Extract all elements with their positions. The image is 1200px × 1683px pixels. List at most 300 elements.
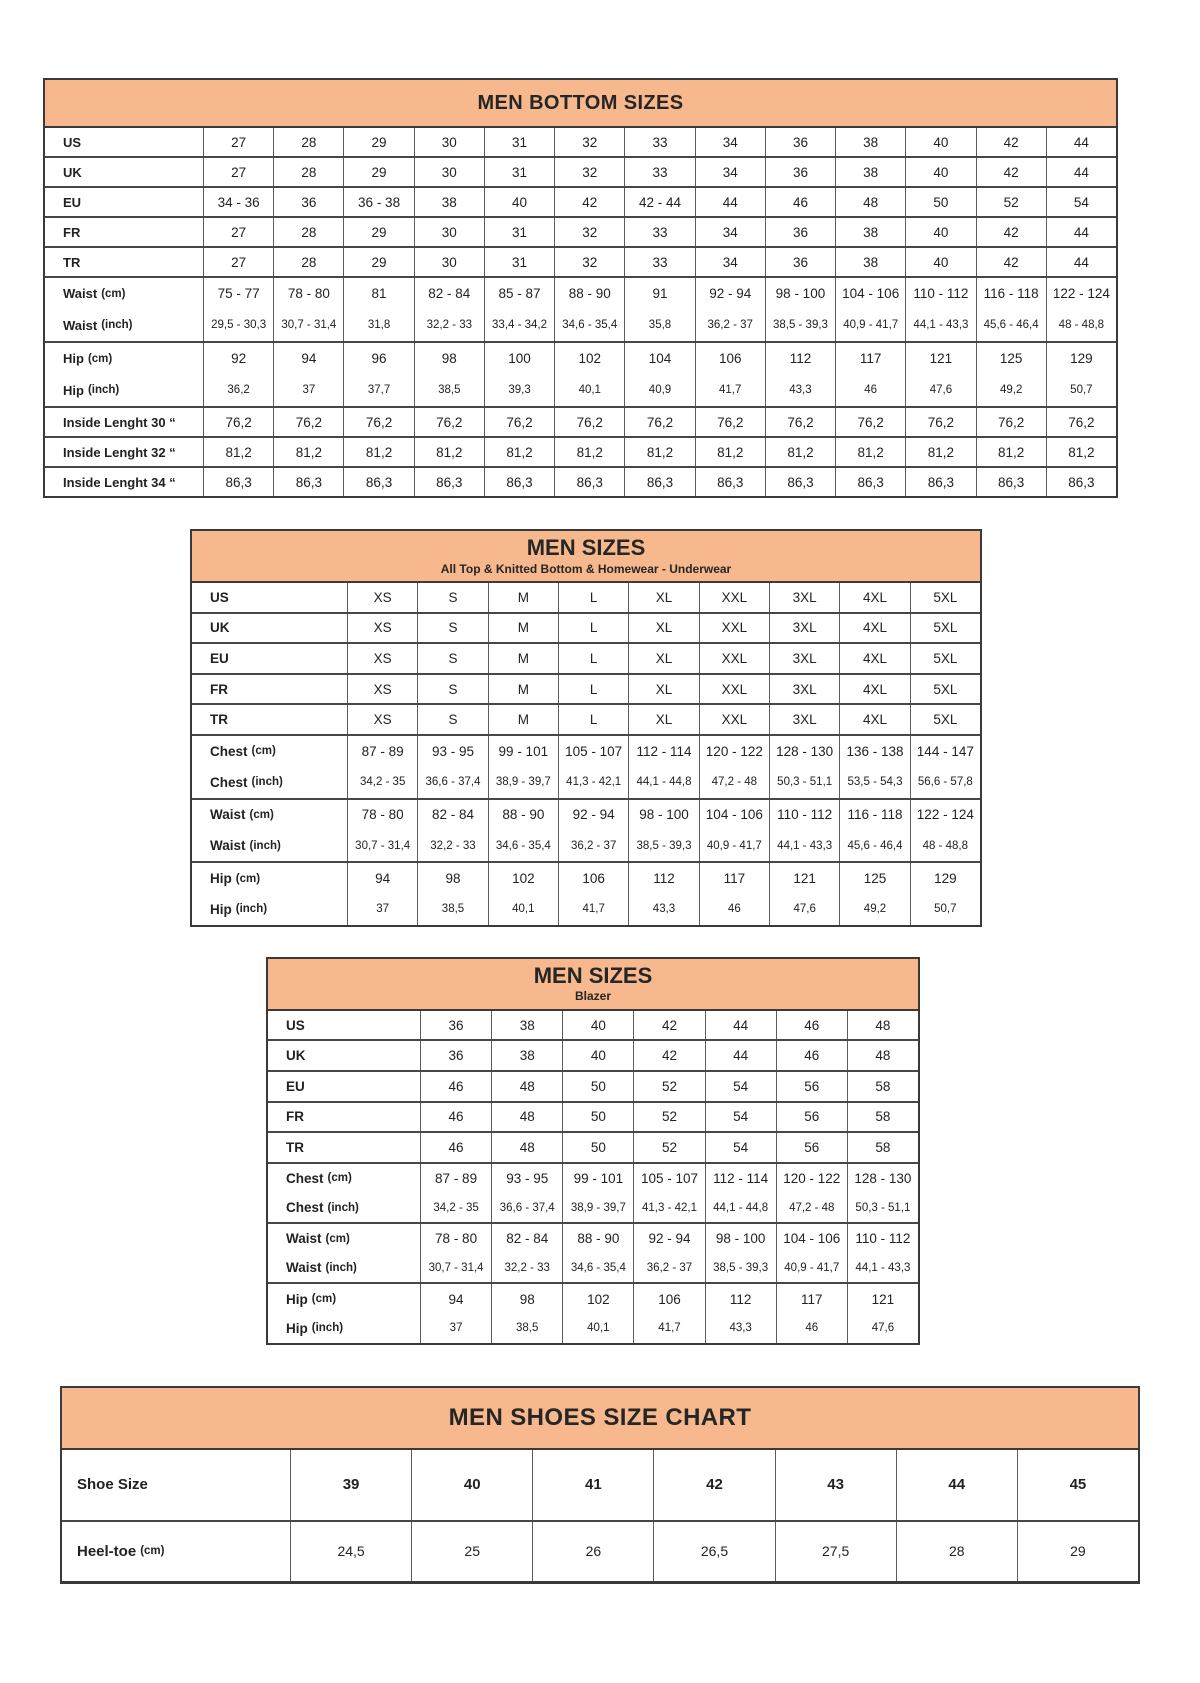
- table-cell: 117: [776, 1284, 847, 1313]
- table-row: [45, 278, 1116, 310]
- row-label: [192, 894, 347, 925]
- table-cell: 5XL: [910, 614, 980, 643]
- men-bottom-sizes-table: [43, 78, 1118, 498]
- table-cell: 120 - 122: [699, 736, 769, 767]
- table-cell: 37,7: [343, 375, 413, 407]
- table-cell: 52: [633, 1133, 704, 1162]
- table-cell: 42 - 44: [624, 188, 694, 216]
- table-cell: 75 - 77: [203, 278, 273, 310]
- row-label: [192, 830, 347, 861]
- table-cell: S: [417, 675, 487, 704]
- table-cell: 112: [628, 863, 698, 894]
- row-label: [192, 705, 347, 734]
- row-label-text: Inside Lenght 34 “: [63, 474, 176, 490]
- table-cell: 98 - 100: [705, 1224, 776, 1253]
- men-sizes-blazer-header: [268, 959, 918, 1011]
- table-cell: 40: [411, 1450, 532, 1520]
- row-label: [45, 218, 203, 246]
- table-cell: 36: [273, 188, 343, 216]
- table-cell: 27,5: [775, 1522, 896, 1581]
- row-label: [268, 1103, 420, 1132]
- table-cell: 86,3: [343, 468, 413, 496]
- row-label: [268, 1164, 420, 1193]
- table-cell: 42: [633, 1041, 704, 1070]
- table-cell: 31,8: [343, 310, 413, 342]
- table-row: [268, 1193, 918, 1222]
- table-cell: XXL: [699, 705, 769, 734]
- table-row: [45, 158, 1116, 186]
- table-cell: 4XL: [839, 614, 909, 643]
- table-cell: 92: [203, 343, 273, 375]
- row-label-unit: (inch): [327, 1201, 359, 1214]
- table-cell: 43: [775, 1450, 896, 1520]
- table-cell: 53,5 - 54,3: [839, 767, 909, 798]
- table-cell: 56: [776, 1072, 847, 1101]
- row-label: [45, 188, 203, 216]
- table-cell: 32: [554, 248, 624, 276]
- row-label-unit: (inch): [87, 384, 120, 397]
- table-cell: 31: [484, 158, 554, 186]
- row-label-text: Waist: [63, 317, 98, 333]
- table-cell: 93 - 95: [491, 1164, 562, 1193]
- row-label: [268, 1284, 420, 1313]
- table-cell: 28: [896, 1522, 1017, 1581]
- table-cell: 104 - 106: [776, 1224, 847, 1253]
- table-row: [192, 767, 980, 798]
- table-cell: 50: [562, 1072, 633, 1101]
- table-cell: 81,2: [554, 438, 624, 466]
- row-label-text: Hip: [210, 871, 232, 887]
- table-cell: 104 - 106: [835, 278, 905, 310]
- table-cell: 58: [847, 1072, 918, 1101]
- table-cell: 129: [1046, 343, 1116, 375]
- table-cell: 31: [484, 218, 554, 246]
- men-sizes-top-table: [190, 529, 982, 927]
- row-label-text: Waist: [63, 286, 98, 302]
- row-group: [268, 1282, 918, 1342]
- table-cell: XL: [628, 705, 698, 734]
- table-cell: 34: [695, 128, 765, 156]
- table-cell: L: [558, 644, 628, 673]
- table-cell: 32: [554, 158, 624, 186]
- table-cell: 48: [491, 1103, 562, 1132]
- table-cell: 36,6 - 37,4: [491, 1193, 562, 1222]
- row-label-text: TR: [210, 712, 228, 728]
- row-label: [45, 375, 203, 407]
- row-label-unit: (cm): [327, 1172, 352, 1185]
- row-label-text: FR: [286, 1109, 304, 1125]
- size-chart-page: [0, 78, 1200, 1683]
- row-label: [268, 1224, 420, 1253]
- table-cell: 94: [273, 343, 343, 375]
- row-label-text: Waist: [210, 838, 246, 854]
- row-label-text: UK: [286, 1048, 306, 1064]
- table-cell: 29: [343, 158, 413, 186]
- row-group: [192, 703, 980, 734]
- table-cell: 3XL: [769, 705, 839, 734]
- row-label-unit: (cm): [140, 1545, 165, 1558]
- men-bottom-sizes-header: [45, 80, 1116, 128]
- row-label-text: UK: [210, 620, 230, 636]
- row-group: [268, 1131, 918, 1162]
- table-cell: 42: [976, 218, 1046, 246]
- row-label: [268, 1133, 420, 1162]
- table-subtitle: Blazer: [574, 989, 612, 1004]
- table-cell: 5XL: [910, 675, 980, 704]
- table-cell: S: [417, 614, 487, 643]
- table-cell: 50: [905, 188, 975, 216]
- table-row: [268, 1164, 918, 1193]
- table-cell: 76,2: [835, 408, 905, 436]
- table-cell: 3XL: [769, 675, 839, 704]
- table-row: [45, 310, 1116, 342]
- table-cell: 40,1: [488, 894, 558, 925]
- table-cell: 46: [776, 1011, 847, 1040]
- table-row: [192, 830, 980, 861]
- table-cell: 29: [343, 128, 413, 156]
- table-cell: 5XL: [910, 644, 980, 673]
- table-cell: 30,7 - 31,4: [347, 830, 417, 861]
- table-cell: XS: [347, 583, 417, 612]
- table-cell: 82 - 84: [414, 278, 484, 310]
- table-cell: 27: [203, 158, 273, 186]
- table-cell: L: [558, 705, 628, 734]
- table-row: [268, 1011, 918, 1040]
- row-label: [192, 736, 347, 767]
- table-cell: 110 - 112: [769, 800, 839, 831]
- table-cell: 32,2 - 33: [414, 310, 484, 342]
- table-cell: 125: [976, 343, 1046, 375]
- table-cell: 98: [417, 863, 487, 894]
- row-label-text: EU: [63, 194, 82, 210]
- table-cell: 50,7: [910, 894, 980, 925]
- row-group: [268, 1101, 918, 1132]
- table-cell: L: [558, 614, 628, 643]
- row-group: [192, 642, 980, 673]
- table-cell: 91: [624, 278, 694, 310]
- row-group: [45, 276, 1116, 341]
- table-cell: 48: [835, 188, 905, 216]
- table-cell: 3XL: [769, 583, 839, 612]
- row-label-unit: (inch): [311, 1322, 344, 1335]
- table-cell: 46: [420, 1103, 491, 1132]
- table-cell: 110 - 112: [847, 1224, 918, 1253]
- table-cell: 81,2: [484, 438, 554, 466]
- table-cell: 92 - 94: [633, 1224, 704, 1253]
- table-cell: S: [417, 644, 487, 673]
- row-group: [268, 1070, 918, 1101]
- table-cell: 27: [203, 128, 273, 156]
- row-label-unit: (inch): [251, 776, 283, 789]
- table-cell: 40: [905, 218, 975, 246]
- table-cell: 5XL: [910, 705, 980, 734]
- row-label: [62, 1522, 290, 1581]
- table-cell: 34: [695, 218, 765, 246]
- table-cell: 81,2: [343, 438, 413, 466]
- table-cell: 48: [847, 1011, 918, 1040]
- row-label: [45, 343, 203, 375]
- table-cell: 45,6 - 46,4: [839, 830, 909, 861]
- table-cell: 58: [847, 1133, 918, 1162]
- table-cell: 36,2: [203, 375, 273, 407]
- table-title: MEN BOTTOM SIZES: [477, 91, 684, 114]
- table-cell: 104: [624, 343, 694, 375]
- table-cell: 33: [624, 248, 694, 276]
- table-cell: M: [488, 644, 558, 673]
- table-cell: 40: [905, 248, 975, 276]
- row-label-unit: (cm): [311, 1293, 337, 1306]
- table-cell: 44: [695, 188, 765, 216]
- table-cell: 44,1 - 43,3: [905, 310, 975, 342]
- table-cell: 38: [835, 158, 905, 186]
- table-cell: 116 - 118: [976, 278, 1046, 310]
- table-cell: 4XL: [839, 705, 909, 734]
- table-cell: 81,2: [273, 438, 343, 466]
- row-label-text: EU: [210, 650, 229, 666]
- row-label-text: Waist: [210, 807, 246, 823]
- table-cell: 96: [343, 343, 413, 375]
- table-cell: 86,3: [484, 468, 554, 496]
- table-cell: 28: [273, 158, 343, 186]
- row-label-text: Chest: [210, 774, 248, 790]
- table-cell: 34,6 - 35,4: [488, 830, 558, 861]
- table-cell: 81,2: [203, 438, 273, 466]
- table-cell: 36: [765, 128, 835, 156]
- table-cell: 129: [910, 863, 980, 894]
- row-label: [45, 310, 203, 342]
- row-label: [45, 278, 203, 310]
- row-group: [45, 466, 1116, 496]
- row-label-unit: (cm): [235, 872, 261, 885]
- table-cell: 24,5: [290, 1522, 411, 1581]
- row-label-text: Hip: [286, 1291, 308, 1307]
- table-cell: 112 - 114: [705, 1164, 776, 1193]
- row-label-text: Chest: [210, 743, 248, 759]
- row-label-text: Inside Lenght 30 “: [63, 414, 176, 430]
- table-cell: 40: [484, 188, 554, 216]
- table-cell: XL: [628, 614, 698, 643]
- table-cell: 93 - 95: [417, 736, 487, 767]
- table-cell: 86,3: [273, 468, 343, 496]
- table-cell: 46: [420, 1072, 491, 1101]
- table-cell: 36: [765, 158, 835, 186]
- table-cell: 128 - 130: [769, 736, 839, 767]
- table-cell: 92 - 94: [695, 278, 765, 310]
- table-cell: 112: [705, 1284, 776, 1313]
- table-cell: 38,5 - 39,3: [765, 310, 835, 342]
- table-cell: 36: [765, 218, 835, 246]
- table-cell: 5XL: [910, 583, 980, 612]
- men-sizes-blazer-table: [266, 957, 920, 1345]
- row-group: [45, 186, 1116, 216]
- row-group: [62, 1450, 1138, 1520]
- table-cell: 120 - 122: [776, 1164, 847, 1193]
- table-cell: 4XL: [839, 583, 909, 612]
- row-label-text: Hip: [286, 1320, 308, 1336]
- row-label-text: Waist: [286, 1231, 322, 1247]
- row-label-unit: (cm): [87, 352, 113, 365]
- table-cell: 37: [347, 894, 417, 925]
- row-label: [192, 644, 347, 673]
- row-group: [45, 216, 1116, 246]
- table-cell: 81: [343, 278, 413, 310]
- table-cell: 40,1: [562, 1314, 633, 1343]
- row-label-text: Hip: [63, 382, 84, 398]
- row-label-text: Chest: [286, 1200, 324, 1215]
- table-cell: 81,2: [695, 438, 765, 466]
- table-cell: 46: [776, 1314, 847, 1343]
- table-cell: 38,9 - 39,7: [488, 767, 558, 798]
- table-cell: 36 - 38: [343, 188, 413, 216]
- table-body: [192, 583, 980, 925]
- row-label: [45, 248, 203, 276]
- table-row: [45, 343, 1116, 375]
- table-cell: 52: [633, 1103, 704, 1132]
- row-group: [268, 1162, 918, 1222]
- table-cell: 86,3: [835, 468, 905, 496]
- row-group: [268, 1222, 918, 1282]
- table-cell: 76,2: [976, 408, 1046, 436]
- table-cell: 81,2: [414, 438, 484, 466]
- table-cell: 128 - 130: [847, 1164, 918, 1193]
- row-label: [192, 863, 347, 894]
- table-cell: 41,7: [695, 375, 765, 407]
- row-label: [192, 675, 347, 704]
- table-cell: 46: [835, 375, 905, 407]
- table-cell: 121: [769, 863, 839, 894]
- table-cell: 33: [624, 218, 694, 246]
- table-row: [268, 1103, 918, 1132]
- row-group: [45, 246, 1116, 276]
- table-cell: 106: [558, 863, 628, 894]
- table-cell: S: [417, 583, 487, 612]
- table-cell: 56: [776, 1103, 847, 1132]
- table-cell: 86,3: [905, 468, 975, 496]
- table-cell: 29: [1017, 1522, 1138, 1581]
- row-label-text: TR: [63, 254, 81, 270]
- table-cell: 106: [633, 1284, 704, 1313]
- table-cell: 99 - 101: [562, 1164, 633, 1193]
- table-cell: 98 - 100: [628, 800, 698, 831]
- table-cell: 48: [491, 1072, 562, 1101]
- row-label: [192, 614, 347, 643]
- men-shoes-size-chart-table: [60, 1386, 1140, 1584]
- table-cell: 136 - 138: [839, 736, 909, 767]
- table-cell: 40,9 - 41,7: [699, 830, 769, 861]
- table-cell: 40: [562, 1041, 633, 1070]
- table-cell: 86,3: [765, 468, 835, 496]
- table-cell: 86,3: [414, 468, 484, 496]
- table-cell: 98: [414, 343, 484, 375]
- table-cell: 76,2: [203, 408, 273, 436]
- row-label-unit: (cm): [249, 808, 274, 821]
- table-cell: 36,2 - 37: [695, 310, 765, 342]
- table-cell: 116 - 118: [839, 800, 909, 831]
- table-cell: 81,2: [765, 438, 835, 466]
- table-cell: 98: [491, 1284, 562, 1313]
- table-cell: 38,5: [414, 375, 484, 407]
- table-cell: 105 - 107: [558, 736, 628, 767]
- table-row: [192, 800, 980, 831]
- table-cell: 50,7: [1046, 375, 1116, 407]
- table-cell: 34: [695, 248, 765, 276]
- table-cell: 38: [414, 188, 484, 216]
- table-cell: 40,1: [554, 375, 624, 407]
- table-cell: 94: [420, 1284, 491, 1313]
- table-cell: 25: [411, 1522, 532, 1581]
- table-cell: 34,2 - 35: [420, 1193, 491, 1222]
- table-subtitle: All Top & Knitted Bottom & Homewear - Underwear: [440, 561, 732, 576]
- table-cell: 86,3: [1046, 468, 1116, 496]
- table-cell: 48 - 48,8: [910, 830, 980, 861]
- row-label: [192, 800, 347, 831]
- row-label: [62, 1450, 290, 1520]
- row-group: [45, 341, 1116, 406]
- table-cell: 31: [484, 128, 554, 156]
- table-row: [192, 736, 980, 767]
- table-cell: M: [488, 675, 558, 704]
- table-title: MEN SHOES SIZE CHART: [448, 1404, 752, 1432]
- table-cell: M: [488, 614, 558, 643]
- table-row: [45, 468, 1116, 496]
- table-cell: 122 - 124: [910, 800, 980, 831]
- table-row: [45, 408, 1116, 436]
- table-cell: 86,3: [203, 468, 273, 496]
- table-cell: 102: [562, 1284, 633, 1313]
- table-cell: 41,3 - 42,1: [633, 1193, 704, 1222]
- row-label-unit: (inch): [101, 319, 133, 332]
- table-cell: 94: [347, 863, 417, 894]
- table-cell: 38: [835, 218, 905, 246]
- table-cell: 34: [695, 158, 765, 186]
- table-cell: 47,2 - 48: [699, 767, 769, 798]
- table-cell: 37: [420, 1314, 491, 1343]
- table-cell: 34 - 36: [203, 188, 273, 216]
- row-label-text: US: [210, 589, 229, 605]
- table-row: [45, 375, 1116, 407]
- row-label-text: FR: [63, 224, 81, 240]
- table-cell: XL: [628, 644, 698, 673]
- table-cell: L: [558, 675, 628, 704]
- row-label-text: US: [63, 134, 82, 150]
- table-row: [192, 614, 980, 643]
- table-cell: 44,1 - 44,8: [705, 1193, 776, 1222]
- table-cell: 46: [699, 894, 769, 925]
- table-row: [268, 1314, 918, 1343]
- table-row: [268, 1253, 918, 1282]
- table-cell: 47,6: [769, 894, 839, 925]
- row-label-text: Heel-toe: [77, 1542, 137, 1560]
- row-group: [45, 406, 1116, 436]
- table-cell: 34,2 - 35: [347, 767, 417, 798]
- table-cell: 112 - 114: [628, 736, 698, 767]
- row-group: [192, 734, 980, 798]
- table-cell: 78 - 80: [347, 800, 417, 831]
- row-label-text: Inside Lenght 32 “: [63, 444, 176, 460]
- men-sizes-top-header: [192, 531, 980, 583]
- table-cell: 42: [976, 248, 1046, 276]
- table-cell: 56: [776, 1133, 847, 1162]
- table-cell: 29: [343, 218, 413, 246]
- row-label-unit: (cm): [325, 1232, 350, 1245]
- table-cell: 36,2 - 37: [633, 1253, 704, 1282]
- table-cell: XS: [347, 675, 417, 704]
- table-cell: 52: [976, 188, 1046, 216]
- table-cell: 28: [273, 128, 343, 156]
- row-label: [45, 128, 203, 156]
- table-cell: 44: [896, 1450, 1017, 1520]
- row-label: [268, 1072, 420, 1101]
